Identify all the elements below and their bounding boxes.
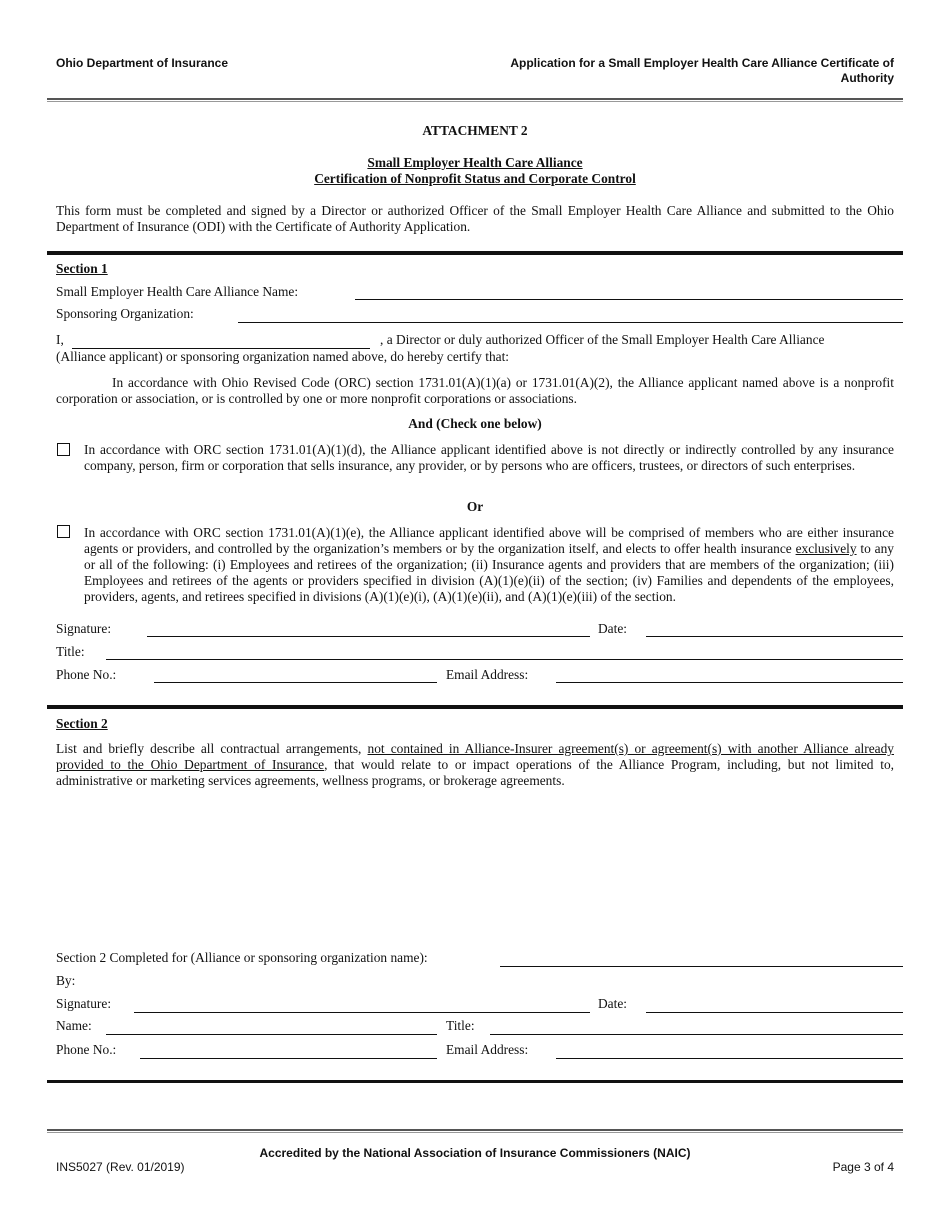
certify-line2: (Alliance applicant) or sponsoring organization named above, do hereby certify that: [56,349,510,364]
certify-name-field[interactable] [72,333,370,349]
s1-date-field[interactable] [646,621,903,637]
s1-title-label: Title: [56,644,85,659]
check-one-heading: And (Check one below) [408,416,542,431]
certify-prefix: I, [56,332,64,347]
form-title-line2: Authority [840,71,894,85]
s1-email-label: Email Address: [446,667,529,682]
section2-end-divider [47,1080,903,1083]
orc-paragraph: In accordance with Ohio Revised Code (ORC) section 1731.01(A)(1)(a) or 1731.01(A)(2), the Alliance applicant named above is a nonprofit corporation or association, or is controlled by one or more nonprofit corporations or associations. [56,375,894,406]
sponsoring-org-label: Sponsoring Organization: [56,306,194,321]
s2-title-field[interactable] [490,1019,903,1035]
option1-text: In accordance with ORC section 1731.01(A)(1)(d), the Alliance applicant identified above is not directly or indirectly controlled by any insurance company, person, firm or corporation that sells insurance, any provider, or by persons who are officers, trustees, or directors of such enterprises. [84,442,894,473]
form-title [510,56,894,86]
section1-heading: Section 1 [56,261,108,276]
agency-name: Ohio Department of Insurance [56,56,229,70]
s2-phone-field[interactable] [140,1043,437,1059]
section2-heading: Section 2 [56,716,108,731]
option2-text [84,525,894,605]
option1-checkbox[interactable] [57,443,70,456]
s1-phone-field[interactable] [154,667,437,683]
desc-suffix: , that would relate to or impact operations of the Alliance Program, including, but not limited to, administrative or marketing services agreements, wellness programs, or brokerage agreements. [56,757,894,788]
by-label: By: [56,973,76,988]
s1-title-field[interactable] [106,644,903,660]
page-number: Page 3 of 4 [832,1160,894,1174]
s2-title-label: Title: [446,1018,475,1033]
subtitle-line2: Certification of Nonprofit Status and Corporate Control [314,171,636,186]
accreditation-text: Accredited by the National Association of Insurance Commissioners (NAIC) [259,1146,691,1160]
s1-signature-label: Signature: [56,621,112,636]
s1-signature-field[interactable] [147,621,590,637]
completed-for-field[interactable] [500,951,903,967]
s2-date-label: Date: [598,996,627,1011]
header-divider [47,98,903,102]
desc-underlined: not contained in Alliance-Insurer agreement(s) or agreement(s) with another Alliance already provided to the Ohio Department of Insurance [56,741,894,772]
section2-divider [47,705,903,709]
option2-exclusively: exclusively [795,541,857,556]
desc-prefix: List and briefly describe all contractual arrangements, [56,741,362,756]
s2-signature-label: Signature: [56,996,112,1011]
form-title-line1: Application for a Small Employer Health Care Alliance Certificate of [510,56,894,70]
form-number: INS5027 (Rev. 01/2019) [56,1160,185,1174]
form-subtitle [0,155,950,187]
option2-text-a: In accordance with ORC section 1731.01(A)(1)(e), the Alliance applicant identified above will be comprised of members who are either insurance agents or providers, and controlled by the organization’s members or by the organization itself, and elects to offer health insurance [84,525,894,556]
or-label: Or [466,499,484,514]
s1-date-label: Date: [598,621,627,636]
sponsoring-org-field[interactable] [238,307,903,323]
section2-description [56,741,894,789]
subtitle-line1: Small Employer Health Care Alliance [367,155,583,170]
completed-for-label: Section 2 Completed for (Alliance or sponsoring organization name): [56,950,428,965]
option2-text-b: to any or all of the following: (i) Employees and retirees of the organization; (ii) Insurance agents and providers that are members of the organization; (iii) Employees and retirees of the agents or providers specified in division (A)(1)(e)(ii) of the section; (iv) Families and dependents of the employees, providers, agents, and retirees specified in divisions (A)(1)(e)(i), (A)(1)(e)(ii), and (A)(1)(e)(iii) of the section. [84,541,894,604]
s1-phone-label: Phone No.: [56,667,117,682]
s2-name-field[interactable] [106,1019,437,1035]
s2-date-field[interactable] [646,997,903,1013]
footer-divider [47,1129,903,1133]
alliance-name-label: Small Employer Health Care Alliance Name: [56,284,299,299]
s2-signature-field[interactable] [134,997,590,1013]
attachment-title: ATTACHMENT 2 [422,123,528,138]
section1-divider [47,251,903,255]
s2-email-field[interactable] [556,1043,903,1059]
alliance-name-field[interactable] [355,284,903,300]
s1-email-field[interactable] [556,667,903,683]
intro-text: This form must be completed and signed by a Director or authorized Officer of the Small Employer Health Care Alliance and submitted to the Ohio Department of Insurance (ODI) with the Certificate of Authority Application. [56,203,894,234]
s2-phone-label: Phone No.: [56,1042,117,1057]
section2-response-area[interactable] [56,800,894,930]
s2-name-label: Name: [56,1018,92,1033]
certify-line1-suffix: , a Director or duly authorized Officer of the Small Employer Health Care Alliance [380,332,825,347]
option2-checkbox[interactable] [57,525,70,538]
s2-email-label: Email Address: [446,1042,529,1057]
